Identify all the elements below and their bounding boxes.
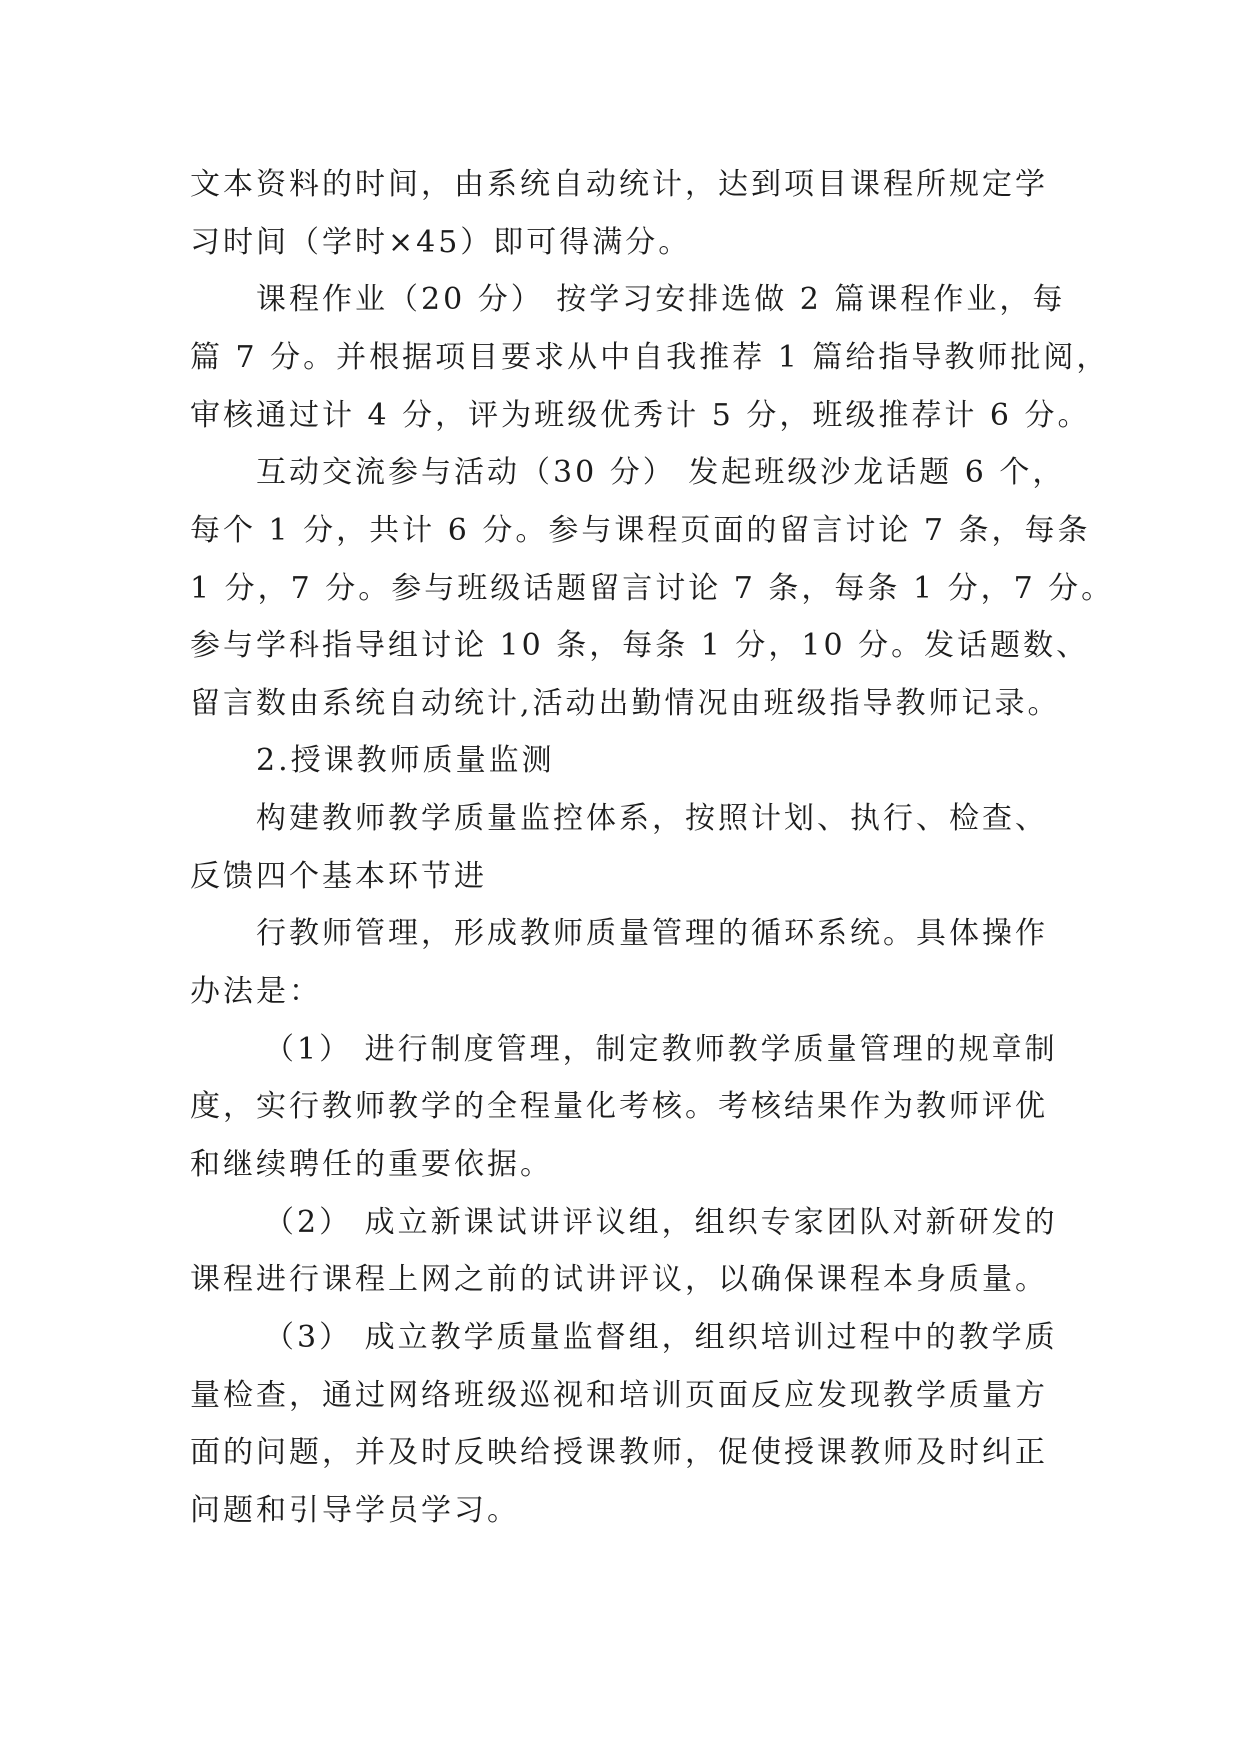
text-line: 文本资料的时间，由系统自动统计，达到项目课程所规定学 <box>190 167 1048 202</box>
paragraph-quality-system: 构建教师教学质量监控体系，按照计划、执行、检查、 <box>256 801 1048 836</box>
text-line: 课程进行课程上网之前的试讲评议，以确保课程本身质量。 <box>190 1262 1048 1297</box>
text-line: 反馈四个基本环节进 <box>190 859 487 894</box>
text-line: 办法是： <box>190 974 322 1009</box>
list-item-2: （2） 成立新课试讲评议组，组织专家团队对新研发的 <box>264 1205 1058 1240</box>
text-line: 1 分，7 分。参与班级话题留言讨论 7 条，每条 1 分，7 分。 <box>190 571 1115 606</box>
paragraph-teacher-management: 行教师管理，形成教师质量管理的循环系统。具体操作 <box>256 916 1048 951</box>
list-item-3: （3） 成立教学质量监督组，组织培训过程中的教学质 <box>264 1320 1058 1355</box>
paragraph-course-assignment: 课程作业（20 分） 按学习安排选做 2 篇课程作业，每 <box>256 282 1066 317</box>
text-line: 度，实行教师教学的全程量化考核。考核结果作为教师评优 <box>190 1089 1048 1124</box>
text-line: 量检查，通过网络班级巡视和培训页面反应发现教学质量方 <box>190 1378 1048 1413</box>
list-item-1: （1） 进行制度管理，制定教师教学质量管理的规章制 <box>264 1032 1058 1067</box>
text-line: 问题和引导学员学习。 <box>190 1493 520 1528</box>
section-heading: 2.授课教师质量监测 <box>256 743 555 778</box>
text-line: 留言数由系统自动统计,活动出勤情况由班级指导教师记录。 <box>190 686 1061 721</box>
text-line: 和继续聘任的重要依据。 <box>190 1147 553 1182</box>
text-line: 习时间（学时×45）即可得满分。 <box>190 225 692 260</box>
paragraph-interaction: 互动交流参与活动（30 分） 发起班级沙龙话题 6 个， <box>256 455 1066 490</box>
text-line: 面的问题，并及时反映给授课教师，促使授课教师及时纠正 <box>190 1435 1048 1470</box>
text-line: 审核通过计 4 分，评为班级优秀计 5 分，班级推荐计 6 分。 <box>190 398 1091 433</box>
text-line: 篇 7 分。并根据项目要求从中自我推荐 1 篇给指导教师批阅， <box>190 340 1110 375</box>
text-line: 参与学科指导组讨论 10 条，每条 1 分，10 分。发话题数、 <box>190 628 1090 663</box>
text-line: 每个 1 分，共计 6 分。参与课程页面的留言讨论 7 条，每条 <box>190 513 1091 548</box>
